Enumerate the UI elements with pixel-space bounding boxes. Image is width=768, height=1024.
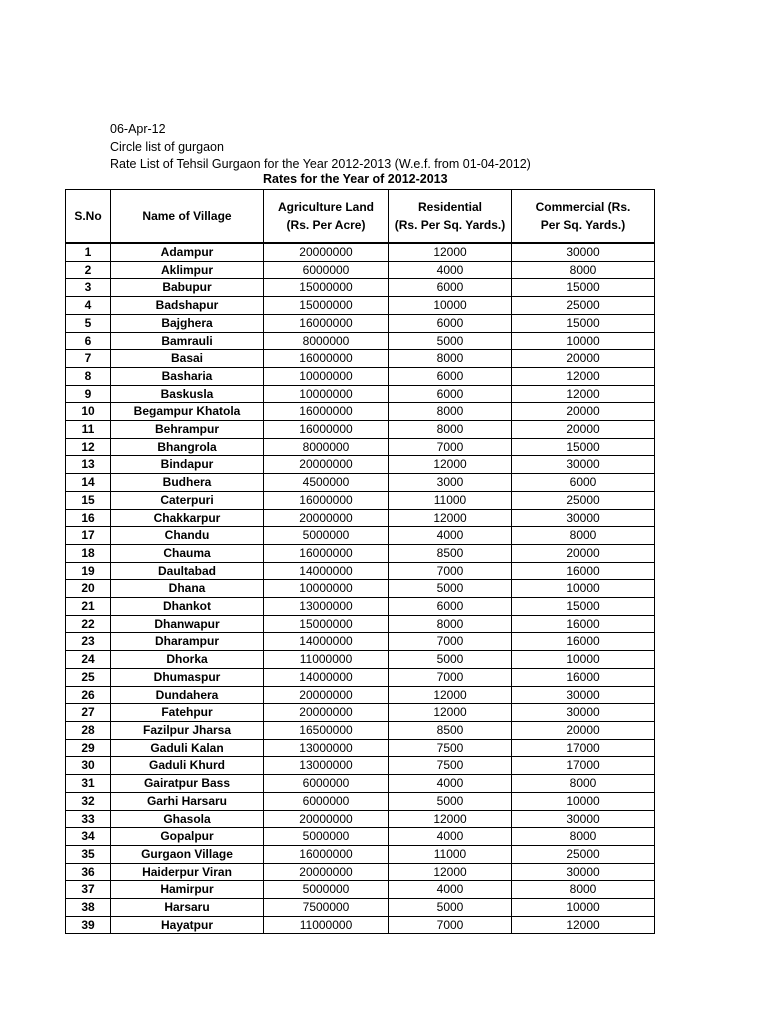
cell-agriculture: 5000000 — [264, 527, 389, 545]
table-row — [66, 775, 655, 793]
cell-sno: 23 — [66, 633, 111, 651]
cell-sno: 31 — [66, 775, 111, 793]
cell-agriculture: 15000000 — [264, 615, 389, 633]
cell-agriculture: 15000000 — [264, 279, 389, 297]
table-row — [66, 491, 655, 509]
cell-commercial: 12000 — [512, 916, 655, 934]
table-row — [66, 828, 655, 846]
table-row — [66, 615, 655, 633]
table-row — [66, 686, 655, 704]
cell-agriculture: 7500000 — [264, 899, 389, 917]
cell-sno: 4 — [66, 297, 111, 315]
cell-residential: 7000 — [389, 633, 512, 651]
cell-agriculture: 20000000 — [264, 704, 389, 722]
cell-residential: 12000 — [389, 810, 512, 828]
table-row — [66, 474, 655, 492]
cell-agriculture: 14000000 — [264, 562, 389, 580]
table-row — [66, 792, 655, 810]
table-row — [66, 739, 655, 757]
cell-sno: 19 — [66, 562, 111, 580]
cell-residential: 5000 — [389, 580, 512, 598]
cell-agriculture: 6000000 — [264, 775, 389, 793]
cell-commercial: 20000 — [512, 544, 655, 562]
cell-agriculture: 13000000 — [264, 739, 389, 757]
cell-commercial: 12000 — [512, 367, 655, 385]
table-row — [66, 651, 655, 669]
cell-agriculture: 20000000 — [264, 509, 389, 527]
cell-village: Dhorka — [111, 651, 264, 669]
cell-commercial: 30000 — [512, 810, 655, 828]
cell-village: Dhumaspur — [111, 668, 264, 686]
cell-residential: 3000 — [389, 474, 512, 492]
cell-residential: 4000 — [389, 881, 512, 899]
table-row — [66, 721, 655, 739]
cell-residential: 6000 — [389, 279, 512, 297]
cell-residential: 5000 — [389, 332, 512, 350]
cell-commercial: 12000 — [512, 385, 655, 403]
cell-residential: 7500 — [389, 757, 512, 775]
cell-commercial: 15000 — [512, 438, 655, 456]
cell-village: Gaduli Khurd — [111, 757, 264, 775]
cell-sno: 39 — [66, 916, 111, 934]
cell-sno: 1 — [66, 243, 111, 261]
cell-sno: 20 — [66, 580, 111, 598]
cell-village: Fatehpur — [111, 704, 264, 722]
cell-village: Caterpuri — [111, 491, 264, 509]
cell-sno: 26 — [66, 686, 111, 704]
cell-sno: 38 — [66, 899, 111, 917]
cell-sno: 29 — [66, 739, 111, 757]
cell-sno: 18 — [66, 544, 111, 562]
cell-agriculture: 20000000 — [264, 863, 389, 881]
cell-residential: 4000 — [389, 775, 512, 793]
cell-commercial: 25000 — [512, 491, 655, 509]
cell-village: Haiderpur Viran — [111, 863, 264, 881]
table-row — [66, 527, 655, 545]
cell-sno: 30 — [66, 757, 111, 775]
cell-agriculture: 16000000 — [264, 350, 389, 368]
cell-commercial: 10000 — [512, 651, 655, 669]
cell-agriculture: 16000000 — [264, 845, 389, 863]
cell-residential: 7000 — [389, 668, 512, 686]
cell-residential: 5000 — [389, 899, 512, 917]
cell-agriculture: 20000000 — [264, 686, 389, 704]
cell-sno: 7 — [66, 350, 111, 368]
cell-village: Chauma — [111, 544, 264, 562]
cell-residential: 8000 — [389, 403, 512, 421]
cell-sno: 25 — [66, 668, 111, 686]
cell-residential: 6000 — [389, 598, 512, 616]
col-header-sno: S.No — [66, 190, 111, 244]
table-row — [66, 704, 655, 722]
cell-sno: 2 — [66, 261, 111, 279]
cell-commercial: 10000 — [512, 332, 655, 350]
cell-village: Bamrauli — [111, 332, 264, 350]
cell-agriculture: 14000000 — [264, 633, 389, 651]
cell-sno: 14 — [66, 474, 111, 492]
cell-residential: 7500 — [389, 739, 512, 757]
cell-agriculture: 16000000 — [264, 314, 389, 332]
cell-residential: 6000 — [389, 314, 512, 332]
cell-village: Dhanwapur — [111, 615, 264, 633]
col-header-village: Name of Village — [111, 190, 264, 244]
cell-village: Begampur Khatola — [111, 403, 264, 421]
cell-agriculture: 11000000 — [264, 651, 389, 669]
cell-residential: 4000 — [389, 261, 512, 279]
table-row — [66, 279, 655, 297]
cell-residential: 12000 — [389, 509, 512, 527]
cell-sno: 15 — [66, 491, 111, 509]
cell-commercial: 20000 — [512, 421, 655, 439]
cell-village: Hayatpur — [111, 916, 264, 934]
cell-village: Bindapur — [111, 456, 264, 474]
cell-agriculture: 13000000 — [264, 757, 389, 775]
table-row — [66, 438, 655, 456]
cell-village: Basharia — [111, 367, 264, 385]
cell-agriculture: 5000000 — [264, 828, 389, 846]
table-row — [66, 332, 655, 350]
cell-village: Badshapur — [111, 297, 264, 315]
cell-residential: 11000 — [389, 845, 512, 863]
col-header-commercial: Commercial (Rs. Per Sq. Yards.) — [512, 190, 655, 244]
cell-residential: 8500 — [389, 544, 512, 562]
cell-agriculture: 10000000 — [264, 580, 389, 598]
cell-sno: 33 — [66, 810, 111, 828]
cell-sno: 11 — [66, 421, 111, 439]
cell-residential: 6000 — [389, 367, 512, 385]
cell-village: Adampur — [111, 243, 264, 261]
cell-residential: 12000 — [389, 456, 512, 474]
cell-sno: 22 — [66, 615, 111, 633]
cell-commercial: 10000 — [512, 792, 655, 810]
document-date: 06-Apr-12 — [110, 122, 166, 136]
cell-commercial: 20000 — [512, 403, 655, 421]
table-row — [66, 668, 655, 686]
cell-village: Garhi Harsaru — [111, 792, 264, 810]
table-row — [66, 243, 655, 261]
cell-agriculture: 11000000 — [264, 916, 389, 934]
cell-residential: 12000 — [389, 243, 512, 261]
cell-agriculture: 15000000 — [264, 297, 389, 315]
cell-village: Ghasola — [111, 810, 264, 828]
cell-agriculture: 5000000 — [264, 881, 389, 899]
cell-sno: 3 — [66, 279, 111, 297]
cell-sno: 10 — [66, 403, 111, 421]
cell-sno: 16 — [66, 509, 111, 527]
table-row — [66, 456, 655, 474]
cell-residential: 7000 — [389, 438, 512, 456]
table-row — [66, 881, 655, 899]
cell-sno: 5 — [66, 314, 111, 332]
cell-agriculture: 20000000 — [264, 810, 389, 828]
cell-commercial: 8000 — [512, 261, 655, 279]
col-header-agriculture: Agriculture Land (Rs. Per Acre) — [264, 190, 389, 244]
cell-village: Gurgaon Village — [111, 845, 264, 863]
list-name: Circle list of gurgaon — [110, 140, 224, 154]
cell-agriculture: 8000000 — [264, 438, 389, 456]
cell-commercial: 8000 — [512, 527, 655, 545]
cell-commercial: 20000 — [512, 350, 655, 368]
table-row — [66, 367, 655, 385]
cell-residential: 7000 — [389, 916, 512, 934]
cell-commercial: 30000 — [512, 686, 655, 704]
table-row — [66, 261, 655, 279]
cell-residential: 7000 — [389, 562, 512, 580]
cell-commercial: 15000 — [512, 314, 655, 332]
cell-commercial: 30000 — [512, 456, 655, 474]
cell-agriculture: 20000000 — [264, 243, 389, 261]
cell-village: Chandu — [111, 527, 264, 545]
cell-sno: 28 — [66, 721, 111, 739]
cell-village: Gopalpur — [111, 828, 264, 846]
cell-agriculture: 10000000 — [264, 367, 389, 385]
cell-commercial: 15000 — [512, 598, 655, 616]
table-row — [66, 314, 655, 332]
cell-agriculture: 4500000 — [264, 474, 389, 492]
cell-sno: 13 — [66, 456, 111, 474]
rate-list-title: Rate List of Tehsil Gurgaon for the Year 2012-2013 (W.e.f. from 01-04-2012) — [110, 157, 531, 171]
cell-commercial: 16000 — [512, 562, 655, 580]
cell-commercial: 15000 — [512, 279, 655, 297]
table-row — [66, 385, 655, 403]
cell-village: Dundahera — [111, 686, 264, 704]
cell-village: Gaduli Kalan — [111, 739, 264, 757]
cell-agriculture: 8000000 — [264, 332, 389, 350]
cell-agriculture: 16000000 — [264, 491, 389, 509]
cell-village: Harsaru — [111, 899, 264, 917]
table-row — [66, 544, 655, 562]
cell-village: Hamirpur — [111, 881, 264, 899]
cell-agriculture: 6000000 — [264, 792, 389, 810]
cell-village: Bajghera — [111, 314, 264, 332]
cell-sno: 34 — [66, 828, 111, 846]
table-row — [66, 810, 655, 828]
cell-residential: 6000 — [389, 385, 512, 403]
cell-sno: 17 — [66, 527, 111, 545]
cell-sno: 36 — [66, 863, 111, 881]
cell-village: Budhera — [111, 474, 264, 492]
table-row — [66, 916, 655, 934]
rate-table-container — [65, 189, 655, 934]
cell-residential: 10000 — [389, 297, 512, 315]
table-row — [66, 863, 655, 881]
rates-subtitle: Rates for the Year of 2012-2013 — [263, 172, 448, 186]
cell-village: Dhana — [111, 580, 264, 598]
cell-commercial: 20000 — [512, 721, 655, 739]
cell-village: Chakkarpur — [111, 509, 264, 527]
cell-residential: 12000 — [389, 704, 512, 722]
cell-residential: 12000 — [389, 863, 512, 881]
cell-commercial: 30000 — [512, 704, 655, 722]
cell-agriculture: 14000000 — [264, 668, 389, 686]
table-row — [66, 598, 655, 616]
cell-sno: 24 — [66, 651, 111, 669]
table-row — [66, 845, 655, 863]
cell-agriculture: 20000000 — [264, 456, 389, 474]
cell-sno: 12 — [66, 438, 111, 456]
cell-village: Dharampur — [111, 633, 264, 651]
col-header-residential: Residential (Rs. Per Sq. Yards.) — [389, 190, 512, 244]
cell-residential: 11000 — [389, 491, 512, 509]
table-row — [66, 757, 655, 775]
cell-residential: 8500 — [389, 721, 512, 739]
cell-sno: 8 — [66, 367, 111, 385]
cell-village: Baskusla — [111, 385, 264, 403]
cell-sno: 9 — [66, 385, 111, 403]
cell-sno: 37 — [66, 881, 111, 899]
table-row — [66, 580, 655, 598]
table-row — [66, 403, 655, 421]
cell-commercial: 30000 — [512, 863, 655, 881]
cell-residential: 5000 — [389, 792, 512, 810]
cell-village: Basai — [111, 350, 264, 368]
cell-village: Dhankot — [111, 598, 264, 616]
cell-commercial: 25000 — [512, 297, 655, 315]
cell-sno: 27 — [66, 704, 111, 722]
cell-commercial: 30000 — [512, 509, 655, 527]
cell-residential: 8000 — [389, 615, 512, 633]
cell-commercial: 16000 — [512, 668, 655, 686]
cell-sno: 6 — [66, 332, 111, 350]
cell-village: Fazilpur Jharsa — [111, 721, 264, 739]
cell-village: Daultabad — [111, 562, 264, 580]
table-row — [66, 421, 655, 439]
cell-commercial: 6000 — [512, 474, 655, 492]
cell-commercial: 30000 — [512, 243, 655, 261]
cell-commercial: 8000 — [512, 775, 655, 793]
cell-commercial: 8000 — [512, 881, 655, 899]
table-row — [66, 633, 655, 651]
cell-commercial: 17000 — [512, 739, 655, 757]
cell-residential: 5000 — [389, 651, 512, 669]
cell-sno: 32 — [66, 792, 111, 810]
table-row — [66, 899, 655, 917]
table-header-row — [66, 190, 655, 244]
cell-village: Aklimpur — [111, 261, 264, 279]
cell-sno: 35 — [66, 845, 111, 863]
cell-village: Gairatpur Bass — [111, 775, 264, 793]
cell-agriculture: 6000000 — [264, 261, 389, 279]
cell-residential: 4000 — [389, 527, 512, 545]
table-row — [66, 350, 655, 368]
cell-commercial: 8000 — [512, 828, 655, 846]
cell-commercial: 10000 — [512, 580, 655, 598]
table-row — [66, 297, 655, 315]
cell-commercial: 25000 — [512, 845, 655, 863]
table-row — [66, 562, 655, 580]
cell-commercial: 16000 — [512, 615, 655, 633]
cell-residential: 8000 — [389, 350, 512, 368]
table-row — [66, 509, 655, 527]
cell-sno: 21 — [66, 598, 111, 616]
cell-residential: 4000 — [389, 828, 512, 846]
cell-agriculture: 16000000 — [264, 403, 389, 421]
cell-agriculture: 16500000 — [264, 721, 389, 739]
cell-agriculture: 16000000 — [264, 421, 389, 439]
cell-commercial: 17000 — [512, 757, 655, 775]
cell-residential: 12000 — [389, 686, 512, 704]
cell-residential: 8000 — [389, 421, 512, 439]
cell-village: Bhangrola — [111, 438, 264, 456]
cell-agriculture: 13000000 — [264, 598, 389, 616]
cell-village: Behrampur — [111, 421, 264, 439]
cell-agriculture: 10000000 — [264, 385, 389, 403]
cell-commercial: 10000 — [512, 899, 655, 917]
cell-agriculture: 16000000 — [264, 544, 389, 562]
rate-table — [65, 189, 655, 934]
cell-commercial: 16000 — [512, 633, 655, 651]
cell-village: Babupur — [111, 279, 264, 297]
